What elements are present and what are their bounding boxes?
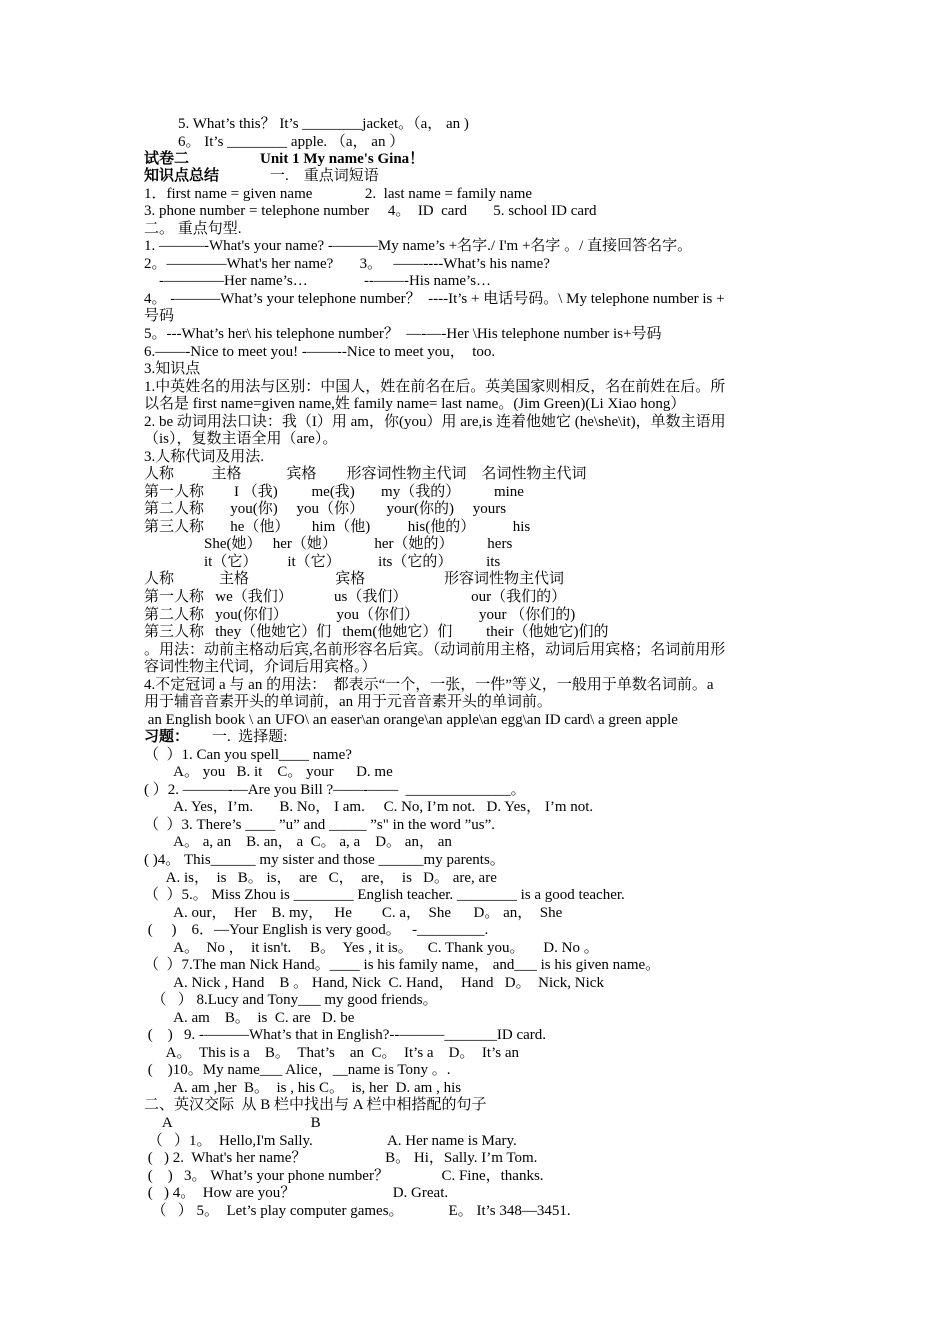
text-line: 1. ———-What's your name? -———My name’s +名字./ I'm +名字 。/ 直接回答名字。 [144,238,693,254]
pronoun-table-row: it（它） it（它） its（它的） its [144,554,501,570]
question-line: ( )10。My name___ Alice，__name is Tony 。. [144,1062,451,1078]
text-line: 二。 重点句型. [144,221,242,237]
pronoun-table-row: 第一人称 I （我) me(我) my（我的） mine [144,484,524,500]
text-line: 3. phone number = telephone number 4。 ID card 5. school ID card [144,203,597,219]
test-title-label: 试卷二 [144,151,190,167]
section-heading: 二、英汉交际 从 B 栏中找出与 A 栏中相搭配的句子 [144,1097,487,1113]
pronoun-table-row: 第二人称 you(你) you（你） your(你的) yours [144,501,507,517]
text-line: 4。 -———What’s your telephone number？ ----It’s + 电话号码。\ My telephone number is + [144,291,725,307]
text-line: 2. be 动词用法口诀：我（I）用 am，你(you）用 are,is 连着他她它 (he\she\it)，单数主语用 [144,414,726,430]
text-line: （is），复数主语全用（are）。 [144,431,338,447]
text-line: 4.不定冠词 a 与 an 的用法： 都表示“一个，一张，一件”等义，一般用于单数名词前。a [144,677,714,693]
matching-line: ( ) 3。 What’s your phone number？ C. Fine，thanks. [144,1168,544,1184]
matching-line: （ ） 5。 Let’s play computer games。 E。 It’s 348—3451. [144,1203,571,1219]
question-line: （ ）7.The man Nick Hand。____ is his family name， and___ is his given name。 [144,957,661,973]
column-headers: A B [144,1115,321,1131]
text-line: 2。————What's her name? 3。 ——----What’s his name? [144,256,550,272]
text-line: 号码 [144,308,175,324]
options-line: A. Yes，I’m. B. No， I am. C. No, I’m not. D. Yes， I’m not. [144,799,594,815]
question-line: （ ）1. Can you spell____ name? [144,747,352,763]
options-line: A. am B。 is C. are D. be [144,1010,355,1026]
question-line: ( )4。 This______ my sister and those ______my parents。 [144,852,505,868]
text-line: 3.知识点 [144,361,201,377]
options-line: A. Nick , Hand B 。 Hand, Nick C. Hand， Hand D。 Nick, Nick [144,975,604,991]
text-line: 用于辅音音素开头的单词前，an 用于元音音素开头的单词前。 [144,694,552,710]
text-line: 6.——-Nice to meet you! -——--Nice to meet you， too. [144,344,496,360]
text-line: 。用法：动前主格动后宾,名前形容名后宾。（动词前用主格，动词后用宾格；名词前用形 [144,642,726,658]
matching-line: ( ) 4。 How are you？ D. Great. [144,1185,449,1201]
options-line: A。 This is a B。 That’s an C。 It’s a D。 It’s an [144,1045,519,1061]
options-line: A. is， is B。 is， are C， are， is D。 are, are [144,870,497,886]
exercises-heading: 习题： [144,729,190,745]
question-line: ( ）2. ———-—Are you Bill ?——-—— ______________。 [144,782,526,798]
options-line: A. am ,her B。 is , his C。 is, her D. am , his [144,1080,462,1096]
pronoun-table-row: 第三人称 they（他她它）们 them(他她它）们 their（他她它)们的 [144,624,609,640]
text-line: 3.人称代词及用法. [144,449,265,465]
unit-title: Unit 1 My name's Gina！ [260,151,425,167]
pronoun-table-row: She(她） her（她） her（她的） hers [144,536,513,552]
pronoun-table-row: 第三人称 he（他） him（他) his(他的） his [144,519,531,535]
text-line: -————Her name’s… --——-His name’s… [144,273,492,289]
section-heading: 知识点总结 [144,168,220,184]
pronoun-table-row: 第二人称 you(你们） you（你们） your （你们的) [144,607,576,623]
text-line: 以名是 first name=given name,姓 family name= last name。(Jim Green)(Li Xiao hong） [144,396,686,412]
question-line: ( ) 9. -———What’s that in English?--———_______ID card. [144,1027,547,1043]
options-line: A. our， Her B. my， He C. a， She D。 an， She [144,905,563,921]
text-line: 1.中英姓名的用法与区别：中国人，姓在前名在后。英美国家则相反，名在前姓在后。所 [144,379,726,395]
text-line: 5. What’s this？ It’s ________jacket。（a， an ) [178,116,469,132]
question-line: ( ) 6．—Your English is very good。 -_________. [144,922,489,938]
options-line: A。 No ， it isn't. B。 Yes , it is。 C. Thank you。 D. No 。 [144,940,599,956]
matching-line: （ ）1。 Hello,I'm Sally. A. Her name is Mary. [144,1133,517,1149]
pronoun-table-row: 第一人称 we（我们） us（我们） our（我们的） [144,589,567,605]
question-line: （ ） 8.Lucy and Tony___ my good friends。 [144,992,438,1008]
options-line: A。 you B. it C。 your D. me [144,764,393,780]
text-line: 容词性物主代词，介词后用宾格。） [144,659,377,675]
question-line: （ ）3. There’s ____ ”u” and _____ ”s" in the word ”us”. [144,817,496,833]
text-line: an English book \ an UFO\ an easer\an orange\an apple\an egg\an ID card\ a green apple [144,712,678,728]
text-line: 一. 选择题: [212,729,288,745]
options-line: A。 a, an B. an， a C。 a, a D。 an， an [144,834,452,850]
text-line: 6。 It’s ________ apple. （a， an ） [178,134,405,150]
pronoun-table-header: 人称 主格 宾格 形容词性物主代词 [144,571,565,587]
pronoun-table-header: 人称 主格 宾格 形容词性物主代词 名词性物主代词 [144,466,587,482]
text-line: 一. 重点词短语 [270,168,379,184]
matching-line: ( ) 2. What's her name？ B。 Hi，Sally. I’m Tom. [144,1150,538,1166]
text-line: 1．first name = given name 2. last name = family name [144,186,533,202]
question-line: （ ）5.。 Miss Zhou is ________ English teacher. ________ is a good teacher. [144,887,625,903]
text-line: 5。---What’s her\ his telephone number？ —-—-Her \His telephone number is+号码 [144,326,662,342]
